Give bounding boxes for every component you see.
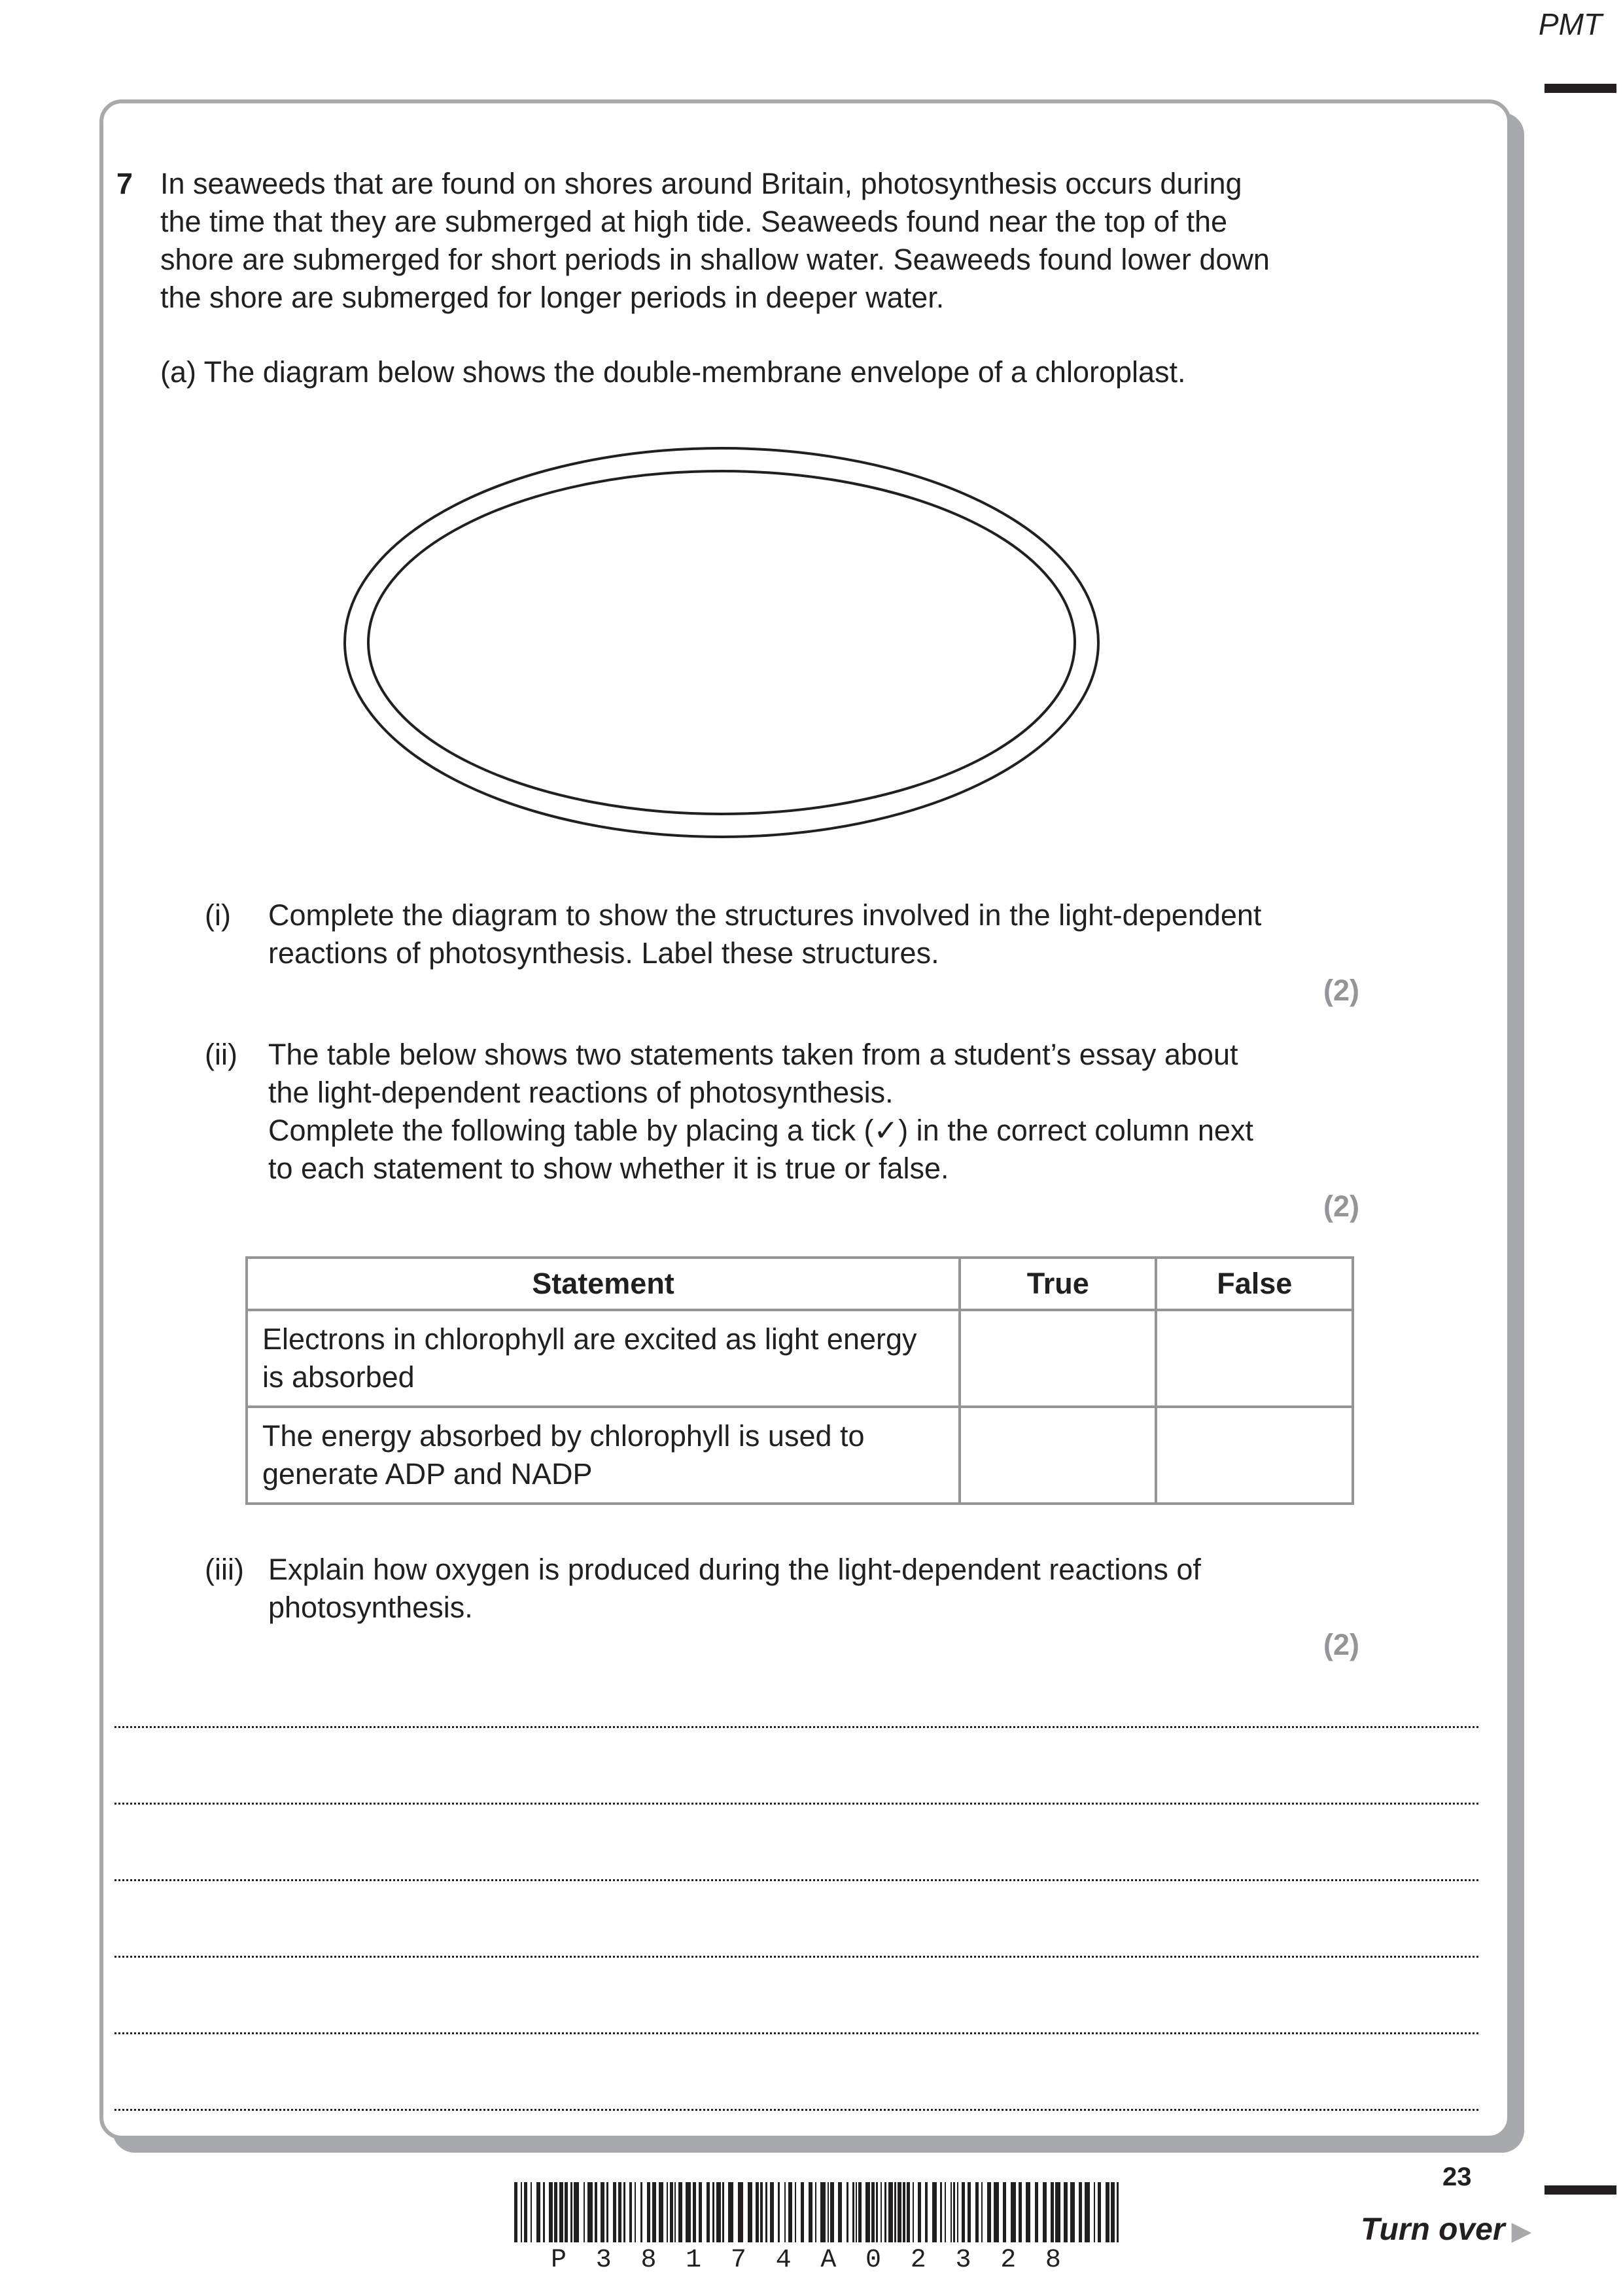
barcode-bar: [699, 2182, 702, 2242]
sub-iii-label: (iii): [205, 1553, 244, 1586]
barcode-char: 3: [595, 2246, 612, 2275]
barcode-char: 8: [1045, 2246, 1061, 2275]
part-a-prompt: (a) The diagram below shows the double-membrane envelope of a chloroplast.: [160, 355, 1186, 389]
chloroplast-envelope-diagram[interactable]: [337, 442, 1106, 844]
barcode-bar: [925, 2182, 928, 2242]
barcode-bar: [667, 2182, 668, 2242]
barcode-bar: [678, 2182, 682, 2242]
barcode-char: 7: [730, 2246, 746, 2275]
barcode-bar: [601, 2182, 604, 2242]
play-arrow-icon: ▶: [1511, 2217, 1532, 2246]
barcode-bar: [1011, 2182, 1016, 2242]
barcode-bar: [871, 2182, 875, 2242]
barcode-bar: [846, 2182, 848, 2242]
barcode-bar: [722, 2182, 724, 2242]
barcode-bar: [907, 2182, 910, 2242]
sub-i-label: (i): [205, 898, 231, 932]
barcode-bar: [940, 2182, 942, 2242]
table-header-row: [247, 1258, 1353, 1310]
barcode-bar: [570, 2182, 572, 2242]
barcode-bar: [728, 2182, 733, 2242]
barcode-bar: [1043, 2182, 1047, 2242]
table-row: [247, 1310, 1353, 1407]
barcode-bar: [770, 2182, 774, 2242]
answer-line[interactable]: [114, 1879, 1478, 1881]
sub-ii-line: the light-dependent reactions of photosynthesis.: [268, 1076, 894, 1109]
barcode-bar: [784, 2182, 786, 2242]
barcode-bar: [1098, 2182, 1101, 2242]
barcode-bar: [903, 2182, 905, 2242]
barcode-bar: [756, 2182, 759, 2242]
barcode-bar: [788, 2182, 792, 2242]
barcode-bar: [981, 2182, 983, 2242]
barcode-bar: [852, 2182, 854, 2242]
barcode-char: 8: [640, 2246, 657, 2275]
barcode-bar: [536, 2182, 540, 2242]
barcode-bar: [898, 2182, 901, 2242]
barcode-bar: [1051, 2182, 1054, 2242]
statement-cell: The energy absorbed by chlorophyll is used to generate ADP and NADP: [247, 1407, 960, 1504]
barcode-bar: [951, 2182, 952, 2242]
barcode-bar: [549, 2182, 553, 2242]
barcode-bar: [613, 2182, 616, 2242]
sub-i-marks: (2): [1323, 974, 1359, 1007]
sub-ii-marks: (2): [1323, 1190, 1359, 1223]
turn-over-link[interactable]: [1361, 2212, 1531, 2248]
barcode-bar: [778, 2182, 780, 2242]
barcode-bar: [524, 2182, 527, 2242]
barcode-char: 2: [910, 2246, 926, 2275]
answer-line[interactable]: [114, 2032, 1478, 2034]
sub-ii-label: (ii): [205, 1038, 237, 1071]
barcode-bar: [559, 2182, 563, 2242]
barcode-char: 3: [955, 2246, 971, 2275]
margin-marker-top: [1544, 84, 1616, 93]
barcode-bar: [945, 2182, 946, 2242]
intro-line: the shore are submerged for longer periods in deeper water.: [160, 281, 945, 314]
barcode-bar: [894, 2182, 896, 2242]
sub-iii-marks: (2): [1323, 1628, 1359, 1661]
outer-membrane: [345, 448, 1098, 837]
intro-line: shore are submerged for short periods in shallow water. Seaweeds found lower down: [160, 243, 1270, 276]
answer-line[interactable]: [114, 1726, 1478, 1728]
barcode-bar: [1003, 2182, 1006, 2242]
barcode-char: P: [551, 2246, 567, 2275]
true-tick-cell[interactable]: [960, 1310, 1156, 1407]
barcode-bar: [962, 2182, 965, 2242]
barcode-bar: [623, 2182, 625, 2242]
barcode-char: 1: [686, 2246, 702, 2275]
barcode-bar: [932, 2182, 937, 2242]
barcode-bar: [1064, 2182, 1068, 2242]
false-tick-cell[interactable]: [1156, 1310, 1353, 1407]
barcode-bar: [953, 2182, 955, 2242]
barcode-bar: [606, 2182, 608, 2242]
sub-iii-line: Explain how oxygen is produced during the light-dependent reactions of: [268, 1553, 1201, 1586]
barcode-bar: [975, 2182, 979, 2242]
barcode-bar: [652, 2182, 656, 2242]
barcode-char: 2: [1000, 2246, 1017, 2275]
barcode-bar: [888, 2182, 893, 2242]
barcode-bar: [712, 2182, 714, 2242]
barcode-bar: [913, 2182, 914, 2242]
barcode-bar: [707, 2182, 710, 2242]
table-row: [247, 1407, 1353, 1504]
barcode-char: 0: [865, 2246, 882, 2275]
barcode-bar: [856, 2182, 857, 2242]
page-number: 23: [1442, 2163, 1472, 2191]
barcode-bar: [760, 2182, 763, 2242]
barcode-bar: [635, 2182, 636, 2242]
barcode-text: [551, 2246, 1061, 2275]
statement-table: [245, 1256, 1354, 1505]
barcode-bar: [587, 2182, 593, 2242]
barcode-bar: [738, 2182, 743, 2242]
answer-line[interactable]: [114, 1803, 1478, 1805]
barcode-bar: [820, 2182, 826, 2242]
barcode-bar: [554, 2182, 557, 2242]
barcode-bar: [884, 2182, 886, 2242]
barcode-bar: [640, 2182, 642, 2242]
pmt-watermark: PMT: [1538, 7, 1602, 41]
barcode-bar: [1117, 2182, 1119, 2242]
barcode-bar: [670, 2182, 673, 2242]
barcode-bar: [1070, 2182, 1075, 2242]
barcode-bar: [595, 2182, 597, 2242]
barcode-char: 4: [775, 2246, 792, 2275]
header-false: False: [1156, 1258, 1353, 1310]
barcode-bar: [1094, 2182, 1095, 2242]
barcode-bar: [1026, 2182, 1030, 2242]
barcode-bar: [765, 2182, 767, 2242]
barcode-bar: [957, 2182, 958, 2242]
statement-cell: Electrons in chlorophyll are excited as light energy is absorbed: [247, 1310, 960, 1407]
barcode-bar: [543, 2182, 545, 2242]
answer-line[interactable]: [114, 2109, 1478, 2111]
barcode-bar: [674, 2182, 676, 2242]
barcode: [510, 2182, 1125, 2244]
barcode-bar: [618, 2182, 621, 2242]
sub-ii-line: to each statement to show whether it is true or false.: [268, 1152, 949, 1185]
sub-i-line: reactions of photosynthesis. Label these structures.: [268, 936, 939, 970]
barcode-bar: [809, 2182, 812, 2242]
barcode-bar: [521, 2182, 522, 2242]
intro-line: In seaweeds that are found on shores around Britain, photosynthesis occurs during: [160, 167, 1242, 200]
inner-membrane: [368, 471, 1075, 814]
barcode-bar: [801, 2182, 804, 2242]
answer-line[interactable]: [114, 1956, 1478, 1958]
barcode-bar: [1055, 2182, 1060, 2242]
sub-ii-line: The table below shows two statements taken from a student’s essay about: [268, 1038, 1238, 1071]
true-tick-cell[interactable]: [960, 1407, 1156, 1504]
header-true: True: [960, 1258, 1156, 1310]
sub-iii-line: photosynthesis.: [268, 1591, 473, 1624]
barcode-bar: [531, 2182, 532, 2242]
barcode-bar: [514, 2182, 517, 2242]
barcode-bar: [647, 2182, 650, 2242]
barcode-bar: [815, 2182, 816, 2242]
barcode-bar: [830, 2182, 834, 2242]
barcode-bar: [876, 2182, 878, 2242]
barcode-bar: [1035, 2182, 1038, 2242]
barcode-bar: [574, 2182, 579, 2242]
barcode-bar: [987, 2182, 991, 2242]
intro-line: the time that they are submerged at high tide. Seaweeds found near the top of the: [160, 205, 1228, 238]
barcode-bar: [968, 2182, 971, 2242]
barcode-bar: [828, 2182, 829, 2242]
barcode-bar: [748, 2182, 752, 2242]
barcode-bar: [1079, 2182, 1082, 2242]
barcode-bar: [1106, 2182, 1109, 2242]
barcode-bar: [629, 2182, 632, 2242]
barcode-bar: [1085, 2182, 1090, 2242]
barcode-bar: [565, 2182, 568, 2242]
barcode-bar: [693, 2182, 696, 2242]
barcode-bar: [881, 2182, 882, 2242]
barcode-bar: [865, 2182, 870, 2242]
question-number: 7: [116, 167, 133, 200]
sub-i-line: Complete the diagram to show the structures involved in the light-dependent: [268, 898, 1262, 932]
header-statement: Statement: [247, 1258, 960, 1310]
barcode-bar: [994, 2182, 999, 2242]
barcode-bar: [716, 2182, 721, 2242]
barcode-bar: [1019, 2182, 1022, 2242]
barcode-bar: [795, 2182, 796, 2242]
barcode-bar: [686, 2182, 691, 2242]
barcode-bar: [1111, 2182, 1115, 2242]
barcode-bar: [858, 2182, 862, 2242]
barcode-bar: [584, 2182, 585, 2242]
sub-ii-line: Complete the following table by placing a tick (✓) in the correct column next: [268, 1114, 1253, 1147]
barcode-bar: [918, 2182, 921, 2242]
barcode-char: A: [820, 2246, 837, 2275]
turn-over-label: Turn over: [1361, 2212, 1505, 2247]
false-tick-cell[interactable]: [1156, 1407, 1353, 1504]
barcode-bar: [838, 2182, 842, 2242]
barcode-bar: [659, 2182, 663, 2242]
margin-marker-bottom: [1544, 2185, 1616, 2195]
